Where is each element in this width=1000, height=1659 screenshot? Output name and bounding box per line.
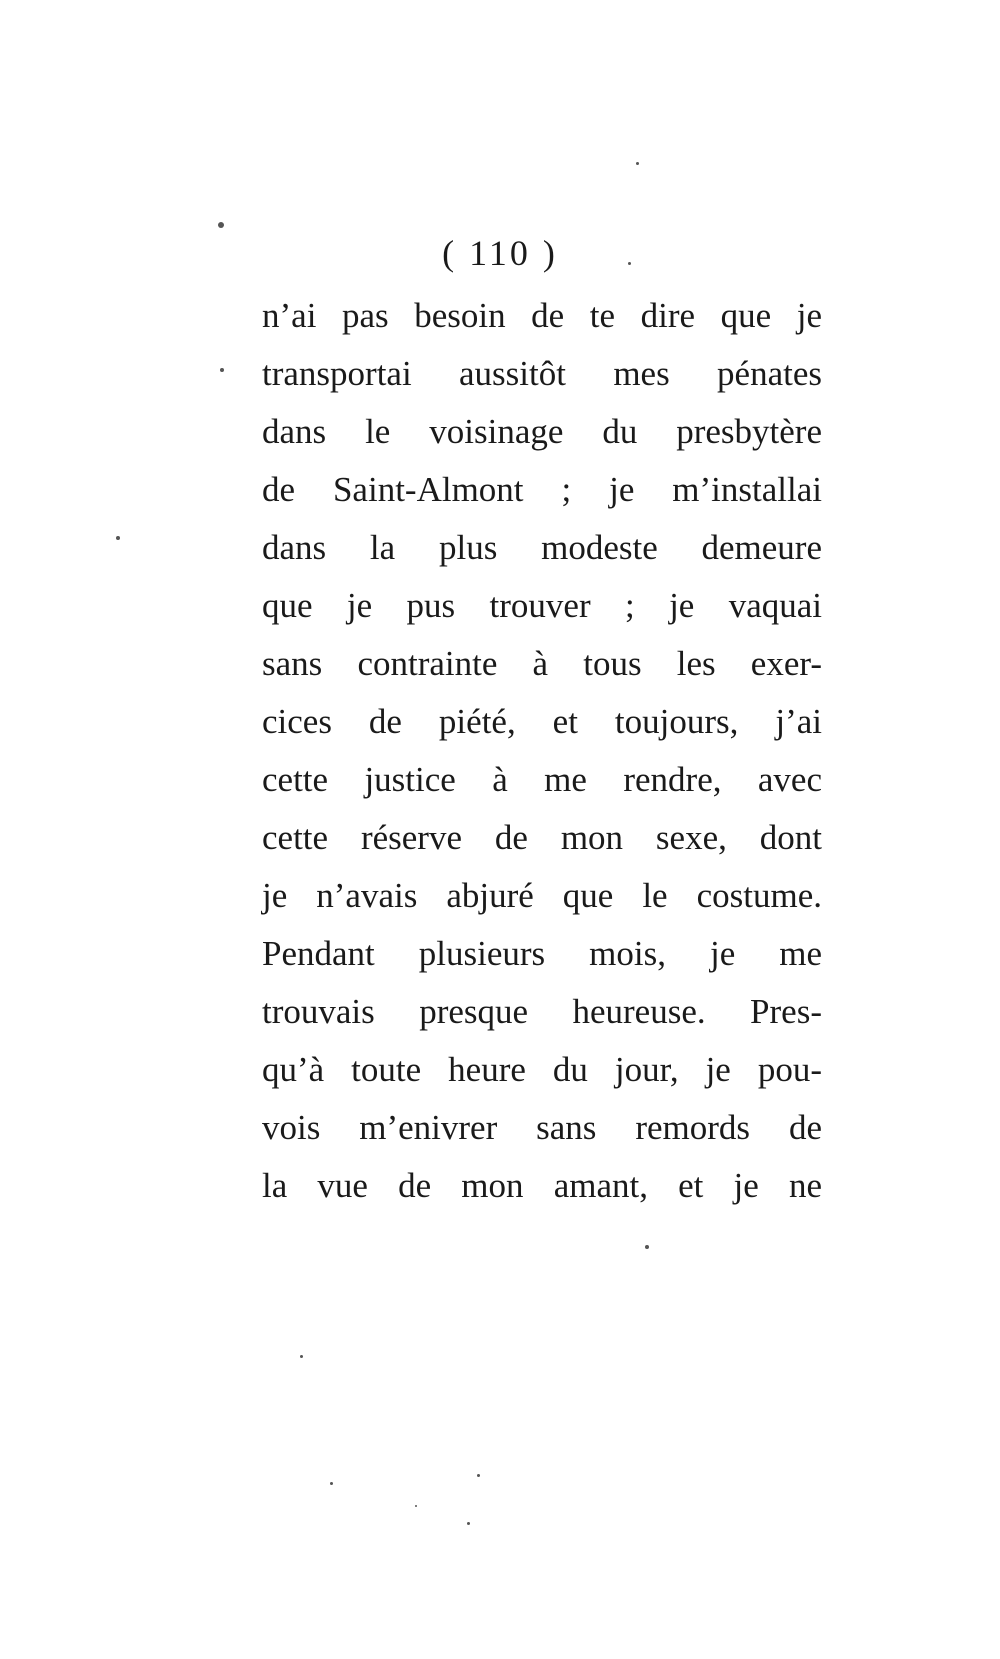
text-line: dans le voisinage du presbytère [262, 412, 822, 451]
scan-speck [467, 1522, 470, 1525]
text-line: dans la plus modeste demeure [262, 528, 822, 567]
text-line: trouvais presque heureuse. Pres- [262, 992, 822, 1031]
scan-speck [645, 1245, 649, 1249]
text-line: vois m’enivrer sans remords de [262, 1108, 822, 1147]
text-line: que je pus trouver ; je vaquai [262, 586, 822, 625]
body-text [262, 290, 822, 1218]
text-line: cette justice à me rendre, avec [262, 760, 822, 799]
scan-speck [330, 1482, 333, 1485]
scan-speck [218, 222, 224, 228]
text-line: n’ai pas besoin de te dire que je [262, 296, 822, 335]
text-line: sans contrainte à tous les exer- [262, 644, 822, 683]
text-line: transportai aussitôt mes pénates [262, 354, 822, 393]
scan-speck [116, 536, 120, 540]
scan-speck [220, 368, 224, 372]
text-line: cices de piété, et toujours, j’ai [262, 702, 822, 741]
text-line: qu’à toute heure du jour, je pou- [262, 1050, 822, 1089]
text-line: la vue de mon amant, et je ne [262, 1166, 822, 1205]
scan-speck [477, 1474, 480, 1477]
text-line: je n’avais abjuré que le costume. [262, 876, 822, 915]
text-line: de Saint-Almont ; je m’installai [262, 470, 822, 509]
text-line: Pendant plusieurs mois, je me [262, 934, 822, 973]
scan-speck [636, 162, 639, 165]
text-line: cette réserve de mon sexe, dont [262, 818, 822, 857]
scan-speck [300, 1355, 303, 1358]
page-number: ( 110 ) [442, 233, 558, 273]
scan-speck [415, 1505, 417, 1507]
